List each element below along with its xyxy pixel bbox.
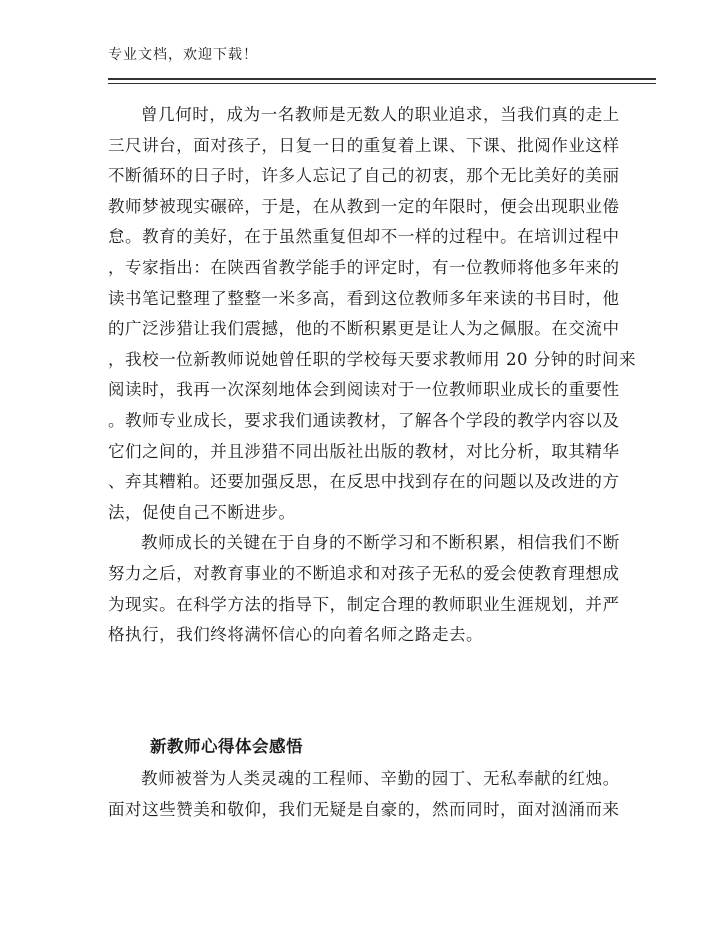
text-line: 阅读时，我再一次深刻地体会到阅读对于一位教师职业成长的重要性 xyxy=(108,380,620,400)
text-line: 的广泛涉猎让我们震撼，他的不断积累更是让人为之佩服。在交流中 xyxy=(108,319,620,339)
document-body xyxy=(108,100,656,651)
text-line: 面对这些赞美和敬仰，我们无疑是自豪的，然而同时，面对汹涌而来 xyxy=(108,799,620,819)
page-header: 专业文档，欢迎下载！ xyxy=(108,47,258,63)
text-line: 曾几何时，成为一名教师是无数人的职业追求，当我们真的走上 xyxy=(141,105,620,124)
text-line: 为现实。在科学方法的指导下，制定合理的教师职业生涯规划，并严 xyxy=(108,594,620,614)
header-rule-thin xyxy=(108,83,656,84)
text-line: 教师梦被现实碾碎，于是，在从教到一定的年限时，便会出现职业倦 xyxy=(108,196,620,216)
text-line: 格执行，我们终将满怀信心的向着名师之路走去。 xyxy=(108,625,484,645)
section-body xyxy=(108,764,668,825)
text-line: ，专家指出：在陕西省教学能手的评定时，有一位教师将他多年来的 xyxy=(108,257,620,277)
text-line: 怠。教育的美好，在于虽然重复但却不一样的过程中。在培训过程中 xyxy=(108,227,620,247)
text-line: 法，促使自己不断进步。 xyxy=(108,502,296,522)
text-line: 它们之间的，并且涉猎不同出版社出版的教材，对比分析，取其精华 xyxy=(108,441,620,461)
text-line: 。教师专业成长，要求我们通读教材，了解各个学段的教学内容以及 xyxy=(108,410,620,430)
header-rule-thick xyxy=(108,78,656,80)
text-line: 、弃其糟粕。还要加强反思，在反思中找到存在的问题以及改进的方 xyxy=(108,472,620,492)
text-line: 教师成长的关键在于自身的不断学习和不断积累，相信我们不断 xyxy=(141,533,620,553)
text-line: 不断循环的日子时，许多人忘记了自己的初衷，那个无比美好的美丽 xyxy=(108,166,620,186)
text-line: 努力之后，对教育事业的不断追求和对孩子无私的爱会使教育理想成 xyxy=(108,563,620,583)
text-line: 三尺讲台，面对孩子，日复一日的重复着上课、下课、批阅作业这样 xyxy=(108,135,620,155)
section-heading: 新教师心得体会感悟 xyxy=(150,737,303,756)
paragraph-1 xyxy=(108,100,656,528)
text-line: 读书笔记整理了整整一米多高，看到这位教师多年来读的书目时，他 xyxy=(108,288,620,308)
text-line: ，我校一位新教师说她曾任职的学校每天要求教师用 20 分钟的时间来 xyxy=(108,349,637,369)
text-line: 教师被誉为人类灵魂的工程师、辛勤的园丁、无私奉献的红烛。 xyxy=(141,769,620,788)
paragraph-2 xyxy=(108,528,656,650)
